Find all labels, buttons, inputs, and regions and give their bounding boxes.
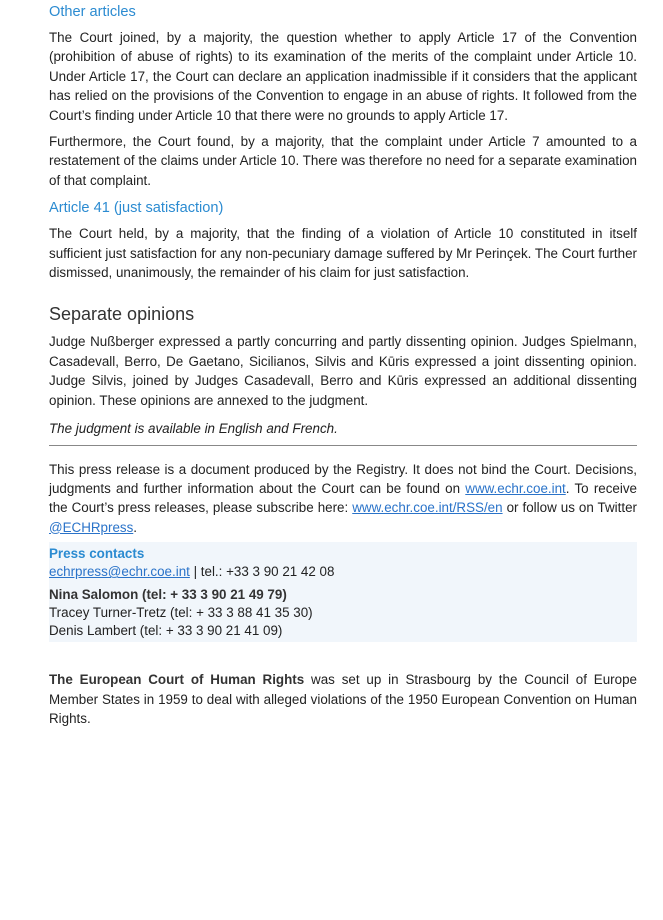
court-description-text: was set up in Strasbourg by the Council of Europe Member States in 1959 to deal with alleged violations of the 1950 European Convention on Human Rights. (49, 672, 637, 726)
press-release-notice (49, 460, 637, 538)
notice-text-3: or follow us on Twitter (502, 500, 637, 516)
other-articles-paragraph-2: Furthermore, the Court found, by a majority, that the complaint under Article 7 amounted to a restatement of the claims under Article 10. There was therefore no need for a separate examination of that complaint. (49, 134, 637, 188)
echr-website-link[interactable]: www.echr.coe.int (465, 480, 566, 496)
article41-heading: Article 41 (just satisfaction) (49, 200, 224, 217)
press-contacts-box (49, 542, 637, 642)
article41-paragraph: The Court held, by a majority, that the finding of a violation of Article 10 constituted in itself sufficient just satisfaction for any non-pecuniary damage suffered by Mr Perinçek. The Court further dismissed, unanimously, the remainder of his claim for just satisfaction. (49, 226, 637, 281)
contact-person: Nina Salomon (tel: + 33 3 90 21 49 79) (49, 587, 287, 603)
separate-opinions-heading: Separate opinions (49, 304, 195, 325)
press-email-link[interactable]: echrpress@echr.coe.int (49, 564, 190, 580)
court-description (49, 670, 637, 728)
notice-text-4: . (133, 519, 138, 535)
press-phone: | tel.: +33 3 90 21 42 08 (189, 564, 335, 580)
contact-person: Denis Lambert (tel: + 33 3 90 21 41 09) (49, 623, 283, 639)
contact-email-line (49, 563, 637, 581)
other-articles-heading: Other articles (49, 4, 136, 20)
twitter-link[interactable]: @ECHRpress (49, 519, 134, 535)
judgment-availability: The judgment is available in English and French. (49, 421, 338, 437)
separate-opinions-paragraph: Judge Nußberger expressed a partly concurring and partly dissenting opinion. Judges Spielmann, Casadevall, Berro, De Gaetano, Sicilianos, Silvis and Kūris expressed a joint dissenting opinion. Judge Silvis, joined by Judges Casadevall, Berro and Kūris expressed an additional dissenting opinion. These opinions are annexed to the judgment. (49, 334, 637, 408)
notice-text-1: This press release is a document produced by the Registry. It does not bind the Court. Decisions, judgments and further information about the Court can be found on (49, 461, 637, 496)
notice-text-2: . To receive the Court’s press releases, please subscribe here: (49, 480, 637, 516)
contact-person: Tracey Turner-Tretz (tel: + 33 3 88 41 35 30) (49, 605, 313, 621)
other-articles-paragraph-1: The Court joined, by a majority, the question whether to apply Article 17 of the Convention (prohibition of abuse of rights) to its examination of the merits of the complaint under Article 10. Under Article 17, the Court can declare an application inadmissible if it considers that the applicant has relied on the provisions of the Convention to engage in an abuse of rights. It followed from the Court’s finding under Article 10 that there were no grounds to apply Article 17. (49, 30, 637, 123)
press-contacts-title: Press contacts (49, 546, 145, 562)
document-body (49, 0, 637, 728)
court-name: The European Court of Human Rights (49, 672, 305, 688)
rss-subscribe-link[interactable]: www.echr.coe.int/RSS/en (352, 500, 503, 516)
